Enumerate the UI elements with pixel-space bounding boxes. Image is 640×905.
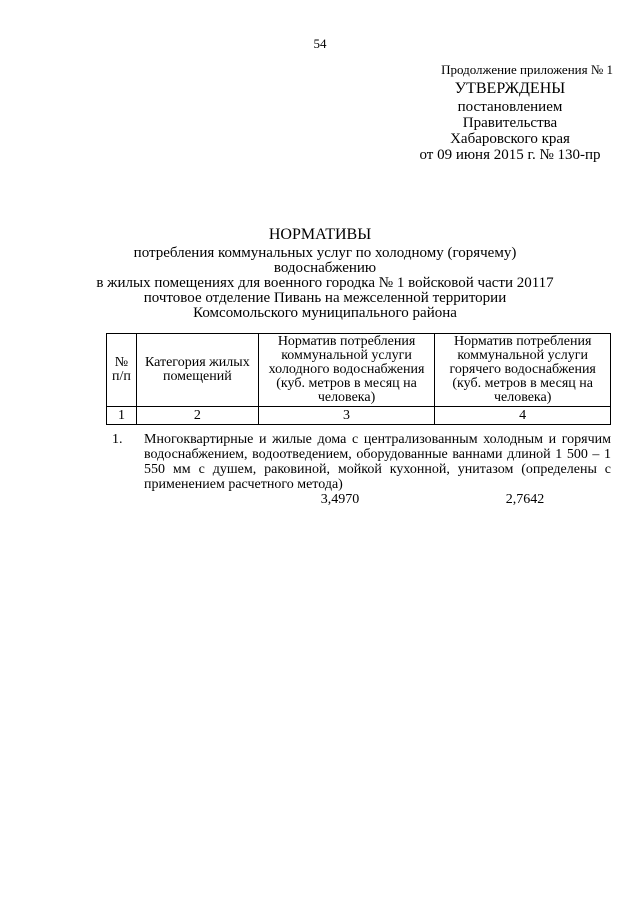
column-number: 3	[258, 407, 435, 425]
approval-block	[405, 62, 615, 163]
subtitle-line: Комсомольского муниципального района	[193, 305, 457, 321]
section-text: Многоквартирные и жилые дома с централизованным холодным и горячим водоснабжением, водоотведением, оборудованные ваннами длиной 1 500 – 1 550 мм с душем, раковиной, мойкой кухонной, унитазом (определены с применением расчетного метода)	[144, 432, 611, 492]
continuation-note: Продолжение приложения № 1	[441, 62, 613, 77]
subtitle-line: в жилых помещениях для военного городка № 1 войсковой части 20117	[96, 275, 554, 291]
subtitle-line: потребления коммунальных услуг по холодному (горячему) водоснабжению	[133, 245, 517, 276]
column-number: 1	[107, 407, 137, 425]
approval-line: постановлением	[457, 99, 563, 115]
column-number: 2	[136, 407, 258, 425]
subtitle-line: почтовое отделение Пивань на межселенной территории	[143, 290, 507, 306]
section-number: 1.	[112, 432, 123, 447]
document-title: НОРМАТИВЫ	[268, 226, 372, 243]
norms-table	[106, 333, 611, 425]
header-cold-water: Норматив потребления коммунальной услуги холодного водоснабжения (куб. метров в месяц на человека)	[258, 334, 435, 407]
page-number: 54	[313, 36, 327, 51]
approved-heading: УТВЕРЖДЕНЫ	[454, 80, 566, 97]
table-numbering-row	[107, 407, 611, 425]
column-number: 4	[435, 407, 611, 425]
document-subtitle	[90, 246, 560, 321]
approval-line: Правительства	[462, 115, 558, 131]
header-hot-water: Норматив потребления коммунальной услуги горячего водоснабжения (куб. метров в месяц на человека)	[435, 334, 611, 407]
header-number: № п/п	[107, 334, 137, 407]
table-header-row	[107, 334, 611, 407]
approval-date-line: от 09 июня 2015 г. № 130-пр	[419, 147, 601, 163]
approval-line: Хабаровского края	[450, 131, 570, 147]
header-category: Категория жилых помещений	[136, 334, 258, 407]
cold-water-value: 3,4970	[320, 492, 360, 507]
hot-water-value: 2,7642	[505, 492, 545, 507]
